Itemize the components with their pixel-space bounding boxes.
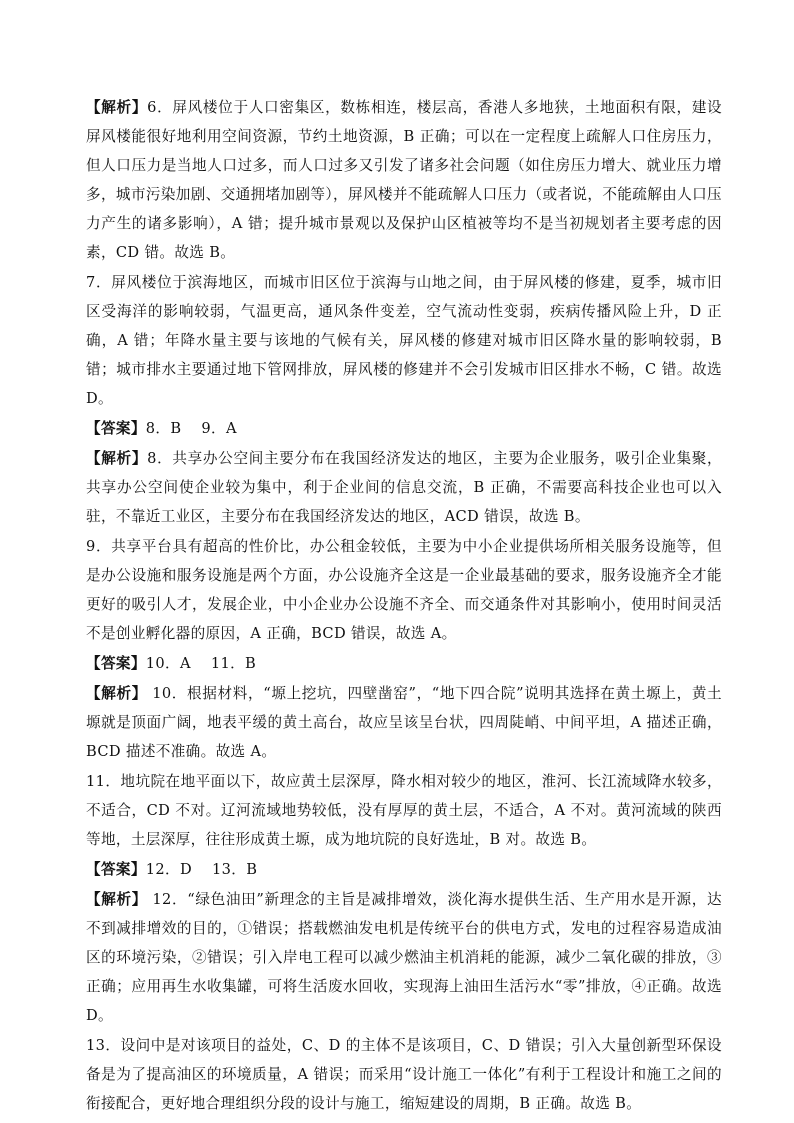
analysis-q13: 13．设问中是对该项目的益处，C、D 的主体不是该项目，C、D 错误；引入大量创新型环保设备是为了提高油区的环境质量，A 错误；而采用“设计施工一体化”有利于工程设计和施工之间的衔接配合，更好地合理组织分段的设计与施工，缩短建设的周期，B 正确。故选 B。 <box>86 1037 722 1112</box>
answer-q10-q11-text: 10．A 11．B <box>145 655 257 672</box>
analysis-label: 【解析】 <box>86 99 148 116</box>
answer-q12-q13 <box>86 855 722 884</box>
analysis-q11: 11．地坑院在地平面以下，故应黄土层深厚，降水相对较少的地区，淮河、长江流域降水较多，不适合，CD 不对。辽河流域地势较低，没有厚厚的黄土层，不适合，A 不对。黄河流域的陕西等地，土层深厚，往往形成黄土塬，成为地坑院的良好选址，B 对。故选 B。 <box>86 773 722 848</box>
document-page <box>86 93 722 1119</box>
answer-q8-q9 <box>86 414 722 443</box>
answer-q8-q9-text: 8．B 9．A <box>145 420 237 437</box>
analysis-q12-text: 12．“绿色油田”新理念的主旨是减排增效，淡化海水提供生活、生产用水是开源，达不到减排增效的目的，①错误；搭载燃油发电机是传统平台的供电方式，发电的过程容易造成油区的环境污染，②错误；引入岸电工程可以减少燃油主机消耗的能源，减少二氧化碳的排放，③正确；应用再生水收集罐，可将生活废水回收，实现海上油田生活污水“零”排放，④正确。故选 D。 <box>86 891 722 1024</box>
analysis-q8 <box>86 444 722 531</box>
answer-q12-q13-text: 12．D 13．B <box>145 861 258 878</box>
analysis-q6-text: 6．屏风楼位于人口密集区，数栋相连，楼层高，香港人多地狭，土地面积有限，建设屏风楼能很好地利用空间资源，节约土地资源，B 正确；可以在一定程度上疏解人口住房压力，但人口压力是当地人口过多，而人口过多又引发了诸多社会问题（如住房压力增大、就业压力增多，城市污染加剧、交通拥堵加剧等），屏风楼并不能疏解人口压力（或者说，不能疏解由人口压力产生的诸多影响），A 错；提升城市景观以及保护山区植被等均不是当初规划者主要考虑的因素，CD 错。故选 B。 <box>86 99 722 261</box>
analysis-label: 【解析】 <box>86 450 148 467</box>
answer-q10-q11 <box>86 649 722 678</box>
analysis-q9: 9．共享平台具有超高的性价比，办公租金较低，主要为中小企业提供场所相关服务设施等，但是办公设施和服务设施是两个方面，办公设施齐全这是一企业最基础的要求，服务设施齐全才能更好的吸引人才，发展企业，中小企业办公设施不齐全、而交通条件对其影响小，使用时间灵活不是创业孵化器的原因，A 正确，BCD 错误，故选 A。 <box>86 538 722 642</box>
analysis-q7: 7．屏风楼位于滨海地区，而城市旧区位于滨海与山地之间，由于屏风楼的修建，夏季，城市旧区受海洋的影响较弱，气温更高，通风条件变差，空气流动性变弱，疾病传播风险上升，D 正确，A 错；年降水量主要与该地的气候有关，屏风楼的修建对城市旧区降水量的影响较弱，B 错；城市排水主要通过地下管网排放，屏风楼的修建并不会引发城市旧区排水不畅，C 错。故选 D。 <box>86 274 722 407</box>
analysis-q10 <box>86 679 722 766</box>
analysis-q10-text: 10．根据材料，“塬上挖坑，四壁凿窑”，“地下四合院”说明其选择在黄土塬上，黄土塬就是顶面广阔，地表平缓的黄土高台，故应呈该呈台状，四周陡峭、中间平坦，A 描述正确，BCD 描述不准确。故选 A。 <box>86 685 722 760</box>
analysis-label: 【解析】 <box>86 891 148 908</box>
analysis-q12 <box>86 885 722 1030</box>
answer-label: 【答案】 <box>86 861 146 878</box>
answer-label: 【答案】 <box>86 420 146 437</box>
analysis-label: 【解析】 <box>86 685 147 702</box>
answer-label: 【答案】 <box>86 655 146 672</box>
analysis-q6 <box>86 93 722 267</box>
analysis-q8-text: 8．共享办公空间主要分布在我国经济发达的地区，主要为企业服务，吸引企业集聚，共享办公空间使企业较为集中，利于企业间的信息交流，B 正确，不需要高科技企业也可以入驻，不靠近工业区，主要分布在我国经济发达的地区，ACD 错误，故选 B。 <box>86 450 722 525</box>
